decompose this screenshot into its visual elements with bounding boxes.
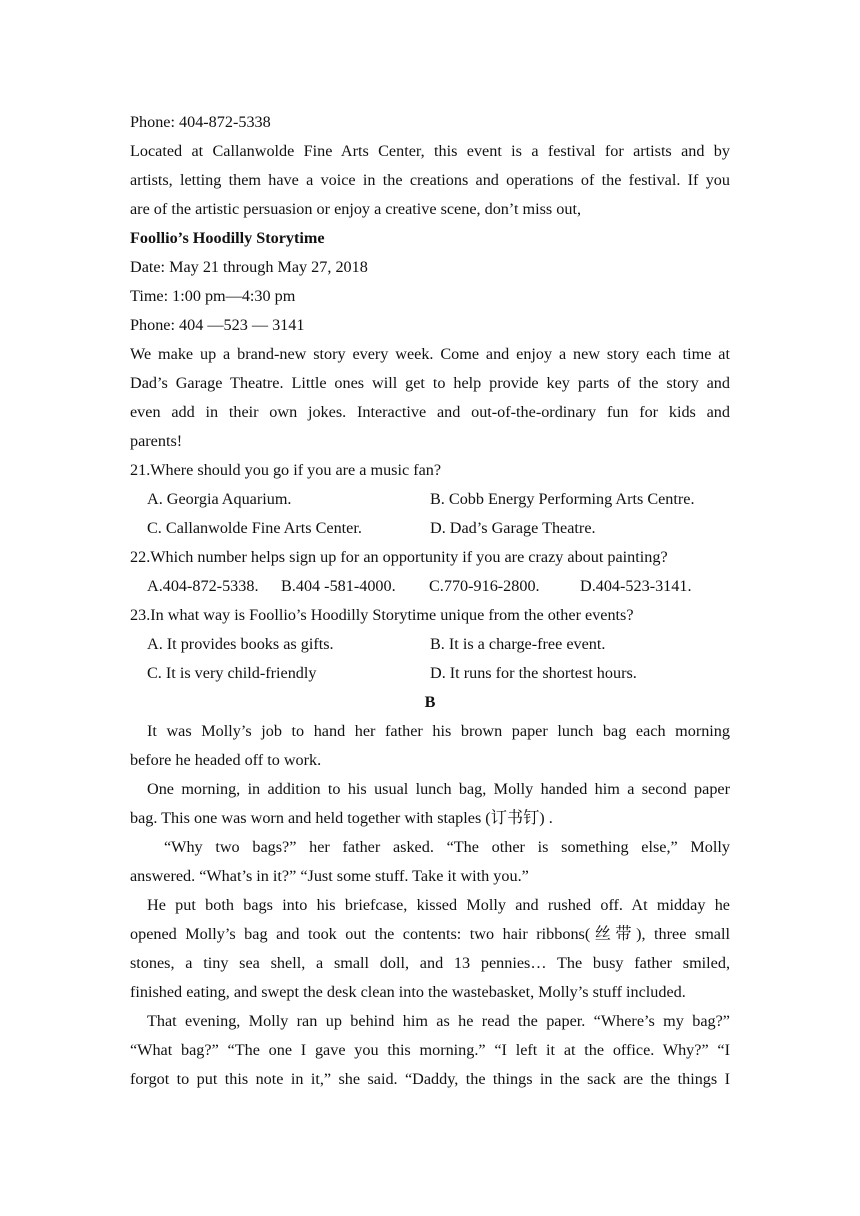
paragraph-line: finished eating, and swept the desk clean into the wastebasket, Molly’s stuff included. — [130, 983, 686, 1001]
festival-desc-line: Located at Callanwolde Fine Arts Center, this event is a festival for artists and by — [130, 142, 730, 160]
paragraph-line: bag. This one was worn and held together with staples (订书钉) . — [130, 809, 553, 827]
option: C. It is very child-friendly — [147, 664, 317, 682]
question-stem: 23.In what way is Foollio’s Hoodilly Storytime unique from the other events? — [130, 606, 634, 624]
storytime-desc-line: even add in their own jokes. Interactive and out-of-the-ordinary fun for kids and — [130, 403, 730, 421]
question-stem: 21.Where should you go if you are a music fan? — [130, 461, 442, 479]
storytime-desc-line: Dad’s Garage Theatre. Little ones will get to help provide key parts of the story and — [130, 374, 730, 392]
option: A. Georgia Aquarium. — [147, 490, 292, 508]
question-stem: 22.Which number helps sign up for an opportunity if you are crazy about painting? — [130, 548, 668, 566]
paragraph-line: forgot to put this note in it,” she said. “Daddy, the things in the sack are the things I — [130, 1070, 730, 1088]
option: C.770-916-2800. — [429, 577, 540, 595]
paragraph-line: before he headed off to work. — [130, 751, 322, 769]
paragraph-line: “Why two bags?” her father asked. “The other is something else,” Molly — [164, 838, 730, 856]
section-heading: B — [424, 693, 436, 711]
paragraph-line: answered. “What’s in it?” “Just some stuff. Take it with you.” — [130, 867, 529, 885]
option: B.404 -581-4000. — [281, 577, 396, 595]
paragraph-line: One morning, in addition to his usual lunch bag, Molly handed him a second paper — [147, 780, 730, 798]
option: D. It runs for the shortest hours. — [430, 664, 637, 682]
option: A.404-872-5338. — [147, 577, 259, 595]
storytime-desc-line: We make up a brand-new story every week. Come and enjoy a new story each time at — [130, 345, 730, 363]
option-row — [130, 485, 730, 514]
option: C. Callanwolde Fine Arts Center. — [147, 519, 362, 537]
paragraph-line: It was Molly’s job to hand her father his brown paper lunch bag each morning — [147, 722, 730, 740]
document-page — [130, 108, 730, 1094]
option: D.404-523-3141. — [580, 577, 692, 595]
festival-desc-line: are of the artistic persuasion or enjoy a creative scene, don’t miss out, — [130, 200, 582, 218]
option: B. It is a charge-free event. — [430, 635, 606, 653]
option-row — [130, 572, 730, 601]
festival-desc-line: artists, letting them have a voice in the creations and operations of the festival. If you — [130, 171, 730, 189]
festival-phone: Phone: 404-872-5338 — [130, 113, 271, 131]
storytime-desc-line: parents! — [130, 432, 183, 450]
storytime-phone: Phone: 404 —523 — 3141 — [130, 316, 305, 334]
paragraph-line: That evening, Molly ran up behind him as he read the paper. “Where’s my bag?” — [147, 1012, 730, 1030]
option-row — [130, 514, 730, 543]
paragraph-line: opened Molly’s bag and took out the contents: two hair ribbons(丝带), three small — [130, 925, 730, 943]
paragraph-line: He put both bags into his briefcase, kissed Molly and rushed off. At midday he — [147, 896, 730, 914]
storytime-title: Foollio’s Hoodilly Storytime — [130, 229, 325, 247]
option-row — [130, 630, 730, 659]
option: A. It provides books as gifts. — [147, 635, 334, 653]
storytime-time: Time: 1:00 pm—4:30 pm — [130, 287, 296, 305]
paragraph-line: stones, a tiny sea shell, a small doll, and 13 pennies… The busy father smiled, — [130, 954, 730, 972]
storytime-date: Date: May 21 through May 27, 2018 — [130, 258, 368, 276]
option-row — [130, 659, 730, 688]
paragraph-line: “What bag?” “The one I gave you this morning.” “I left it at the office. Why?” “I — [130, 1041, 730, 1059]
option: B. Cobb Energy Performing Arts Centre. — [430, 490, 695, 508]
option: D. Dad’s Garage Theatre. — [430, 519, 596, 537]
